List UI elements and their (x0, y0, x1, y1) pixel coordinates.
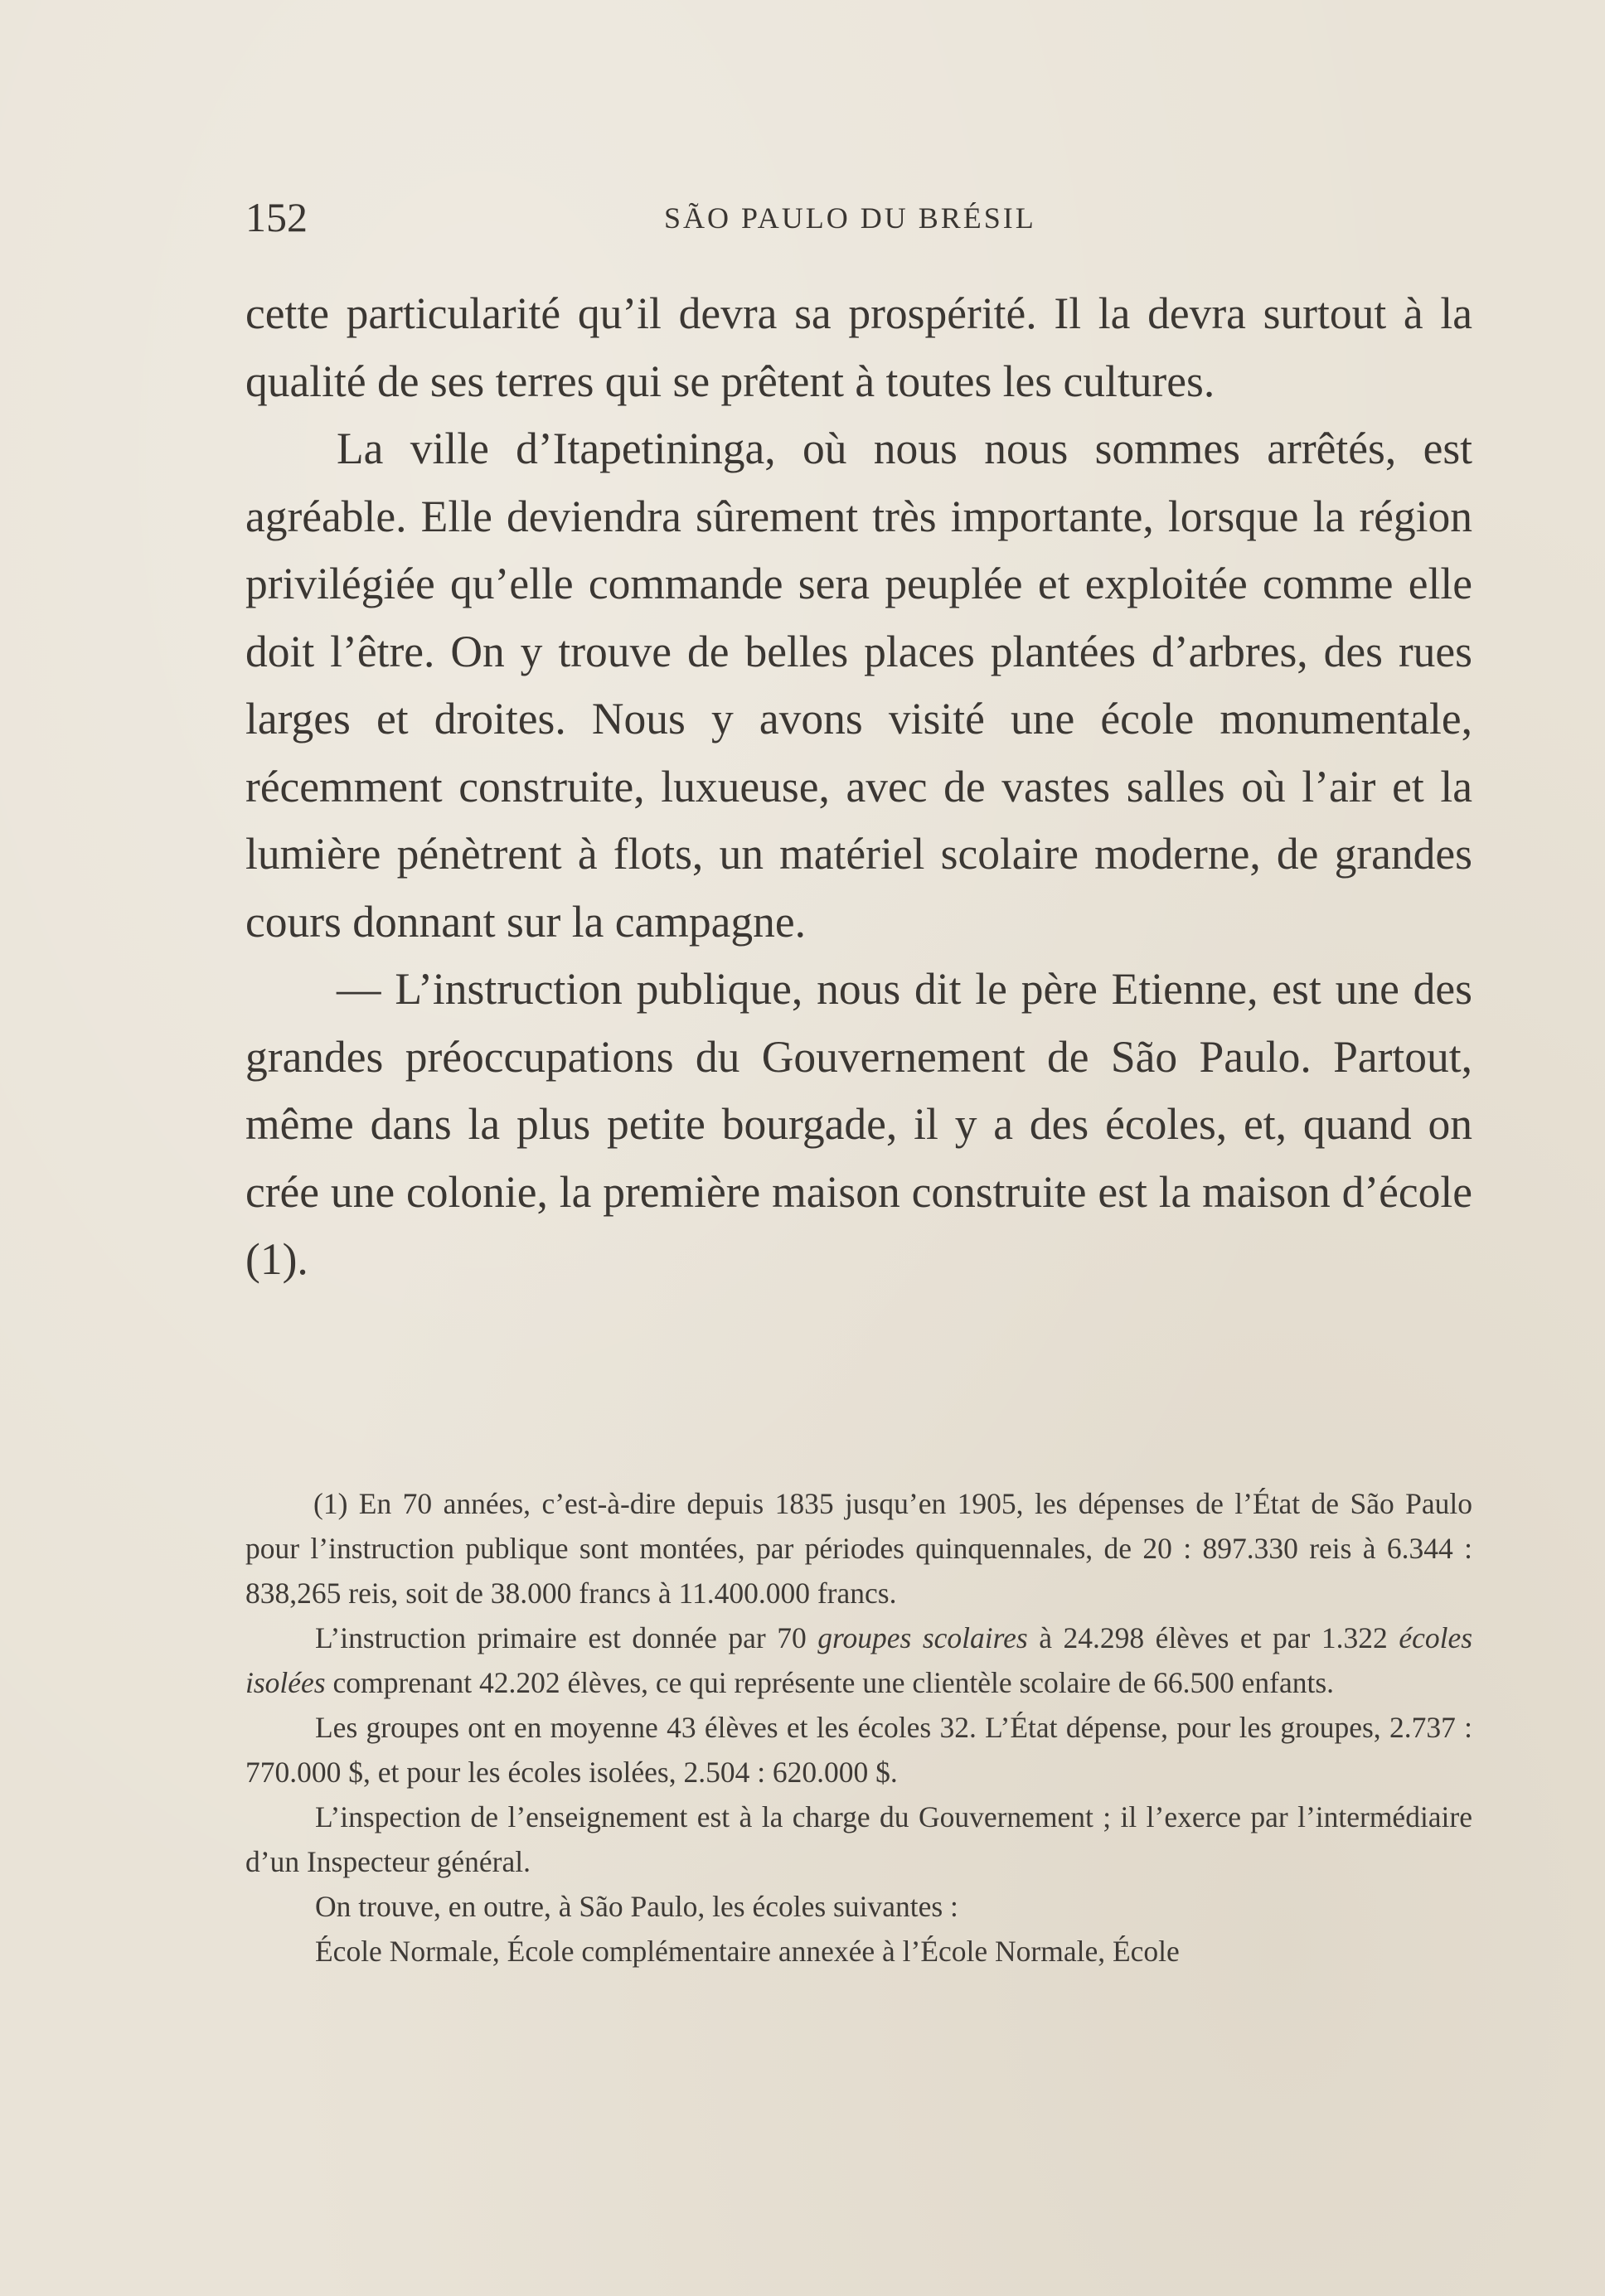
paragraph-instruction-publique: — L’instruction publique, nous dit le père Etienne, est une des grandes préoccupations du Gouvernement de São Paulo. Partout, même dans la plus petite bourgade, il y a des écoles, et, quand on crée une colonie, la première maison construite est la maison d’école (1). (245, 964, 1472, 1284)
footnote-schools-intro: On trouve, en outre, à São Paulo, les écoles suivantes : (315, 1890, 958, 1923)
footnote-text: comprenant 42.202 élèves, ce qui représente une clientèle scolaire de 66.500 enfants. (325, 1666, 1335, 1699)
footnote-inspection: L’inspection de l’enseignement est à la charge du Gouvernement ; il l’exerce par l’intermédiaire d’un Inspecteur général. (245, 1800, 1472, 1878)
paragraph-itapetininga: La ville d’Itapetininga, où nous nous sommes arrêtés, est agréable. Elle deviendra sûrement très importante, lorsque la région privilégiée qu’elle commande sera peuplée et exploitée comme elle doit l’être. On y trouve de belles places plantées d’arbres, des rues larges et droites. Nous y avons visité une école monumentale, récemment construite, luxueuse, avec de vastes salles où l’air et la lumière pénètrent à flots, un matériel scolaire moderne, de grandes cours donnant sur la campagne. (245, 424, 1472, 947)
footnote-text: à 24.298 élèves et par 1.322 (1027, 1621, 1399, 1654)
paragraph-continuation: cette particularité qu’il devra sa prospérité. Il la devra surtout à la qualité de ses terres qui se prêtent à toutes les cultures. (245, 288, 1472, 406)
footnote-primary-instruction (245, 1615, 1472, 1705)
footnotes (245, 1481, 1472, 1974)
footnote-averages: Les groupes ont en moyenne 43 élèves et les écoles 32. L’État dépense, pour les groupes, 2.737 : 770.000 $, et pour les écoles isolées, 2.504 : 620.000 $. (245, 1711, 1472, 1789)
footnote-emphasis: écoles isolées (245, 1621, 1473, 1699)
footnote-text: L’instruction primaire est donnée par 70 (315, 1621, 818, 1654)
footnote-schools-list: École Normale, École complémentaire annexée à l’École Normale, École (315, 1935, 1180, 1968)
running-header (245, 192, 1472, 242)
page-number: 152 (245, 194, 308, 240)
footnote-1: (1) En 70 années, c’est-à-dire depuis 1835 jusqu’en 1905, les dépenses de l’État de São Paulo pour l’instruction publique sont montées, par périodes quinquennales, de 20 : 897.330 reis à 6.344 : 838,265 reis, soit de 38.000 francs à 11.400.000 francs. (245, 1487, 1472, 1610)
body-text (245, 280, 1472, 1294)
footnote-emphasis: groupes scolaires (817, 1621, 1028, 1654)
running-title: SÃO PAULO DU BRÉSIL (664, 201, 1036, 235)
